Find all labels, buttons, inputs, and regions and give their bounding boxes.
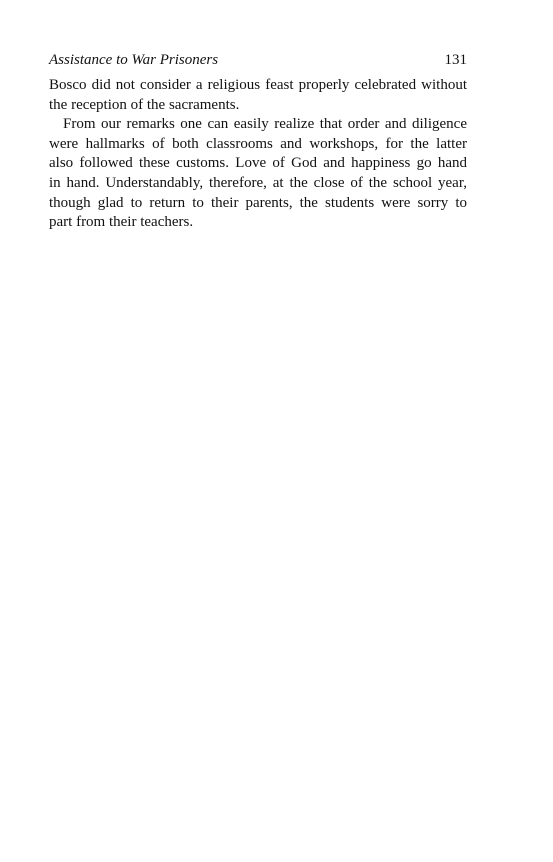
page-number: 131 <box>444 52 467 68</box>
body-text <box>49 76 467 233</box>
running-title: Assistance to War Prisoners <box>49 52 219 68</box>
text-line: From our remarks one can easily realize that order and diligence <box>63 116 467 133</box>
text-line: in hand. Understandably, therefore, at the close of the school year, <box>49 174 467 191</box>
text-line: Bosco did not consider a religious feast properly celebrated without <box>49 77 467 93</box>
running-header <box>49 50 467 72</box>
text-line: though glad to return to their parents, the students were sorry to <box>49 194 467 211</box>
text-line: the reception of the sacraments. <box>49 96 240 113</box>
text-line: part from their teachers. <box>49 214 194 231</box>
text-line: also followed these customs. Love of God and happiness go hand <box>49 155 467 172</box>
text-line: were hallmarks of both classrooms and workshops, for the latter <box>49 135 467 152</box>
